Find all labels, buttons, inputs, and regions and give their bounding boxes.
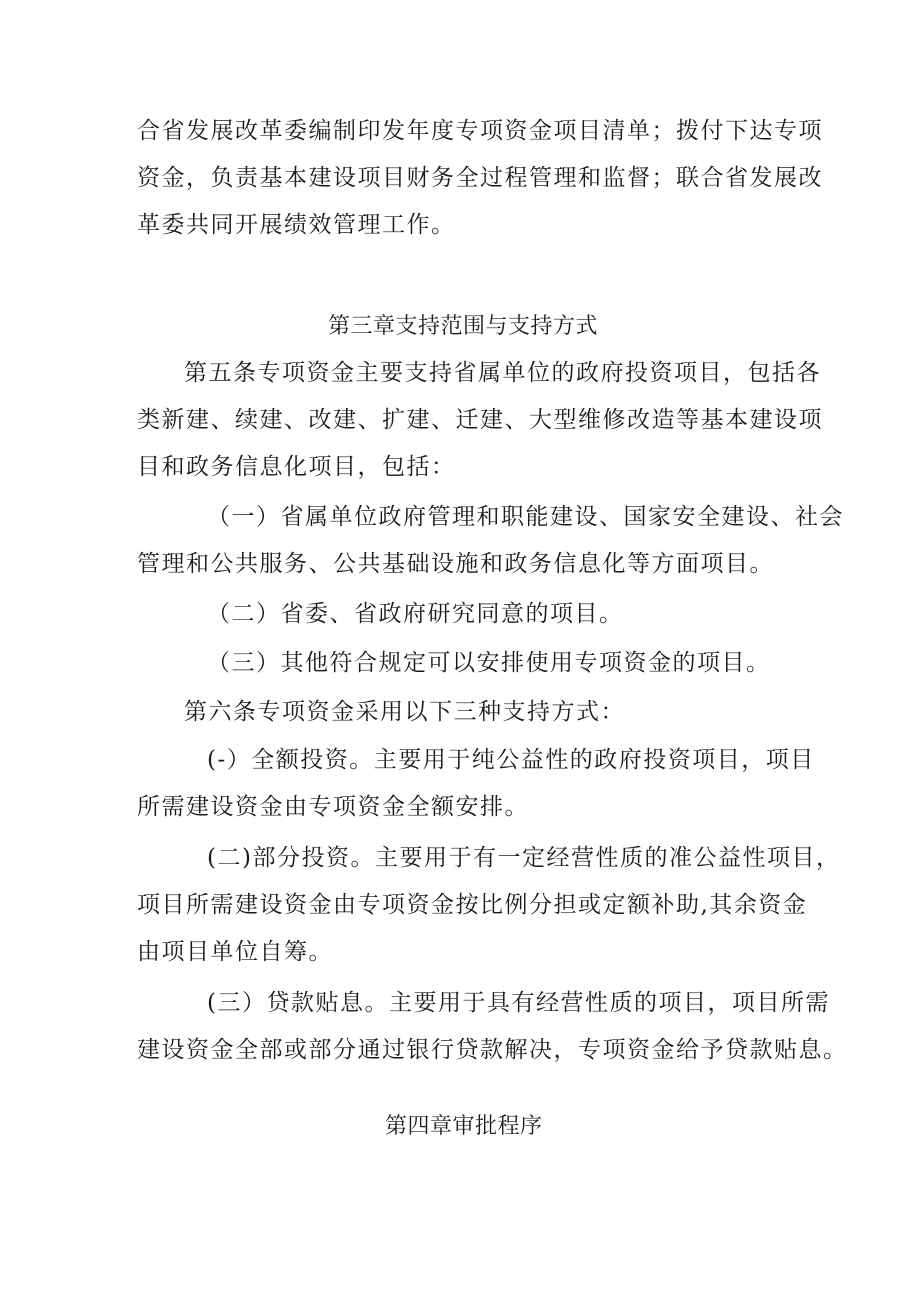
mode-1-line-2: 所需建设资金由专项资金全额安排。: [137, 794, 529, 820]
article-6: 第六条专项资金采用以下三种支持方式：: [184, 699, 625, 725]
intro-line-1: 合省发展改革委编制印发年度专项资金项目清单；拨付下达专项: [137, 118, 823, 144]
intro-line-2: 资金，负责基本建设项目财务全过程管理和监督；联合省发展改: [137, 165, 823, 191]
intro-line-3: 革委共同开展绩效管理工作。: [137, 212, 456, 238]
mode-2-line-3: 由项目单位自筹。: [137, 939, 333, 965]
mode-3-line-1: (三）贷款贴息。主要用于具有经营性质的项目，项目所需: [207, 990, 830, 1016]
article-5-line-1: 第五条专项资金主要支持省属单位的政府投资项目，包括各: [184, 360, 821, 386]
mode-2-line-2: 项目所需建设资金由专项资金按比例分担或定额补助,其余资金: [137, 892, 808, 918]
mode-1-line-1: (-）全额投资。主要用于纯公益性的政府投资项目，项目: [207, 747, 815, 773]
article-5-line-3: 目和政务信息化项目，包括：: [137, 454, 456, 480]
item-1-line-2: 管理和公共服务、公共基础设施和政务信息化等方面项目。: [137, 551, 774, 577]
chapter-3-title: 第三章支持范围与支持方式: [328, 314, 599, 339]
mode-3-line-2: 建设资金全部或部分通过银行贷款解决，专项资金给予贷款贴息。: [137, 1037, 848, 1063]
chapter-4-title: 第四章审批程序: [385, 1114, 543, 1139]
article-5-line-2: 类新建、续建、改建、扩建、迁建、大型维修改造等基本建设项: [137, 407, 823, 433]
mode-2-line-1: (二)部分投资。主要用于有一定经营性质的准公益性项目，: [207, 845, 841, 871]
item-3: （三）其他符合规定可以安排使用专项资金的项目。: [207, 650, 771, 676]
item-2: （二）省委、省政府研究同意的项目。: [207, 601, 624, 627]
item-1-line-1: （一）省属单位政府管理和职能建设、国家安全建设、社会: [207, 504, 844, 530]
